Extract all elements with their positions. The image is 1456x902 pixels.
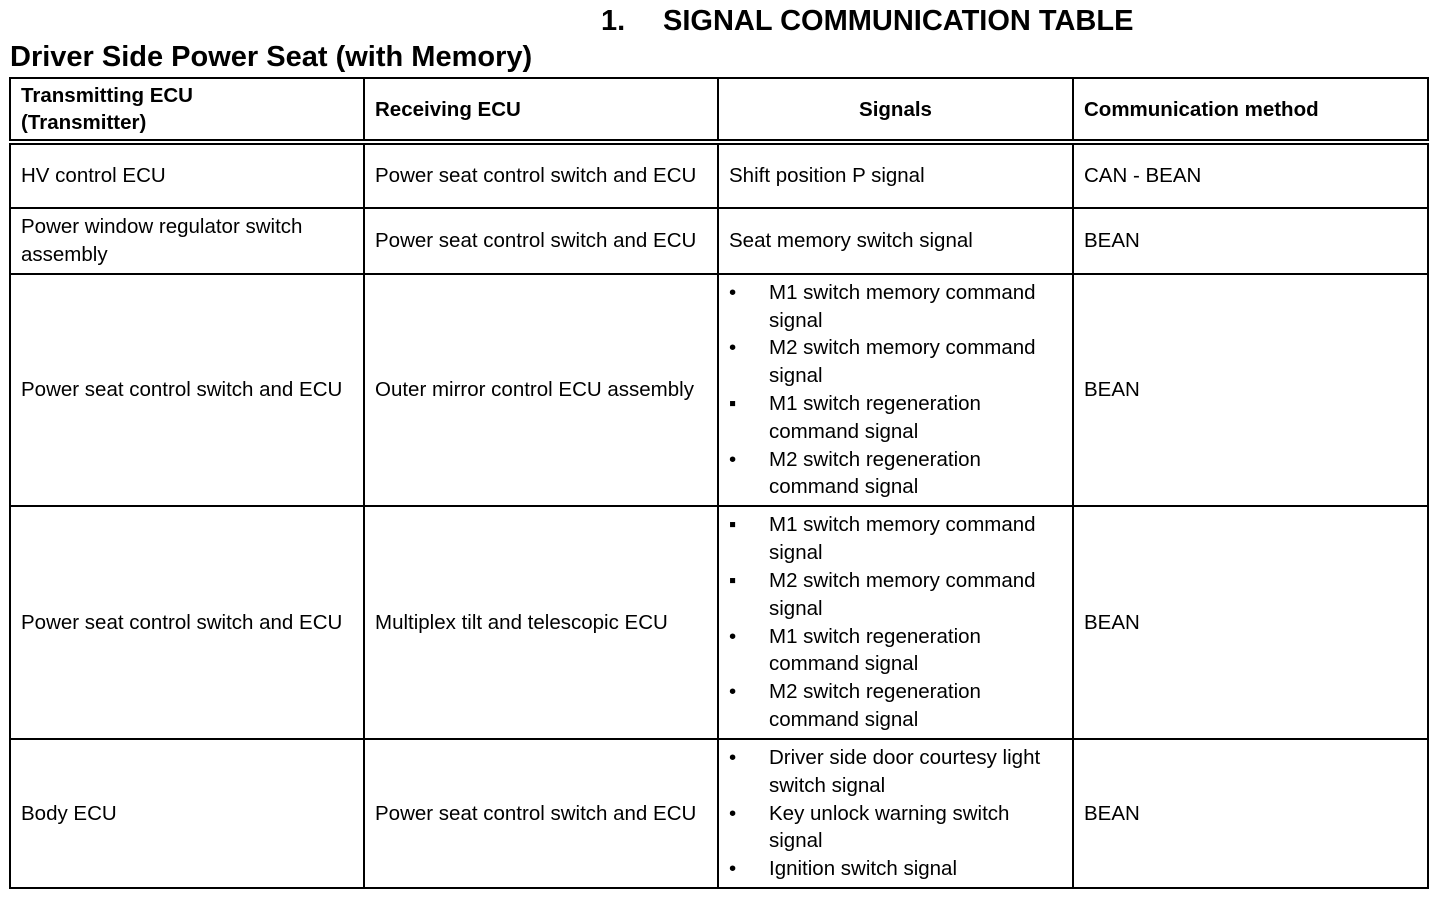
cell-communication-method: BEAN bbox=[1073, 208, 1428, 274]
table-header-row bbox=[10, 78, 1428, 142]
cell-signal-list bbox=[718, 739, 1073, 888]
table-row bbox=[10, 506, 1428, 739]
signal-text: M2 switch regeneration command signal bbox=[769, 680, 981, 731]
cell-signal-list bbox=[718, 274, 1073, 506]
table-row bbox=[10, 208, 1428, 274]
bullet-icon: • bbox=[729, 857, 737, 881]
list-item bbox=[729, 623, 1062, 679]
cell-transmitting-ecu: Power window regulator switch assembly bbox=[10, 208, 364, 274]
list-item bbox=[729, 567, 1062, 623]
cell-receiving-ecu: Power seat control switch and ECU bbox=[364, 142, 718, 208]
signal-text: M1 switch regeneration command signal bbox=[769, 624, 981, 676]
header-transmitting-line1: Transmitting ECU bbox=[21, 84, 193, 107]
table-caption: Driver Side Power Seat (with Memory) bbox=[10, 41, 533, 73]
list-item bbox=[729, 511, 1062, 567]
bullet-icon: • bbox=[729, 447, 737, 471]
signal-list bbox=[729, 511, 1062, 733]
header-receiving-ecu: Receiving ECU bbox=[364, 78, 718, 142]
cell-communication-method: CAN - BEAN bbox=[1073, 142, 1428, 208]
bullet-icon: • bbox=[729, 280, 737, 304]
list-item bbox=[729, 446, 1062, 502]
list-item bbox=[729, 744, 1062, 800]
table-row bbox=[10, 274, 1428, 506]
table-row bbox=[10, 739, 1428, 888]
list-item bbox=[729, 800, 1062, 856]
cell-transmitting-ecu: HV control ECU bbox=[10, 142, 364, 208]
list-item bbox=[729, 678, 1062, 734]
bullet-icon: • bbox=[729, 746, 737, 769]
bullet-icon: ▪ bbox=[729, 513, 737, 537]
signal-text: M2 switch regeneration command signal bbox=[769, 447, 981, 499]
section-number: 1. bbox=[601, 5, 626, 37]
cell-receiving-ecu: Outer mirror control ECU assembly bbox=[364, 274, 718, 506]
bullet-icon: ▪ bbox=[729, 568, 737, 592]
header-communication-method: Communication method bbox=[1073, 78, 1428, 142]
signal-text: M1 switch memory command signal bbox=[769, 513, 1036, 565]
signal-list bbox=[729, 279, 1062, 501]
signal-text: Key unlock warning switch signal bbox=[769, 801, 1010, 853]
signal-text: Ignition switch signal bbox=[769, 857, 958, 881]
header-signals: Signals bbox=[718, 78, 1073, 142]
cell-receiving-ecu: Multiplex tilt and telescopic ECU bbox=[364, 506, 718, 739]
list-item bbox=[729, 334, 1062, 390]
header-transmitting-line2: (Transmitter) bbox=[21, 111, 147, 134]
signal-text: M1 switch memory command signal bbox=[769, 280, 1036, 332]
cell-communication-method: BEAN bbox=[1073, 274, 1428, 506]
signal-text: Driver side door courtesy light switch signal bbox=[769, 746, 1041, 797]
cell-communication-method: BEAN bbox=[1073, 506, 1428, 739]
cell-communication-method: BEAN bbox=[1073, 739, 1428, 888]
signal-text: M2 switch memory command signal bbox=[769, 336, 1036, 388]
bullet-icon: • bbox=[729, 336, 737, 360]
list-item bbox=[729, 390, 1062, 446]
page-title bbox=[601, 4, 1133, 38]
cell-signal: Seat memory switch signal bbox=[718, 208, 1073, 274]
signal-list bbox=[729, 744, 1062, 883]
signal-text: M1 switch regeneration command signal bbox=[769, 392, 981, 443]
header-transmitting-ecu bbox=[10, 78, 364, 142]
signal-communication-table bbox=[9, 77, 1429, 889]
cell-transmitting-ecu: Power seat control switch and ECU bbox=[10, 274, 364, 506]
cell-receiving-ecu: Power seat control switch and ECU bbox=[364, 208, 718, 274]
cell-signal: Shift position P signal bbox=[718, 142, 1073, 208]
bullet-icon: • bbox=[729, 624, 737, 648]
bullet-icon: ▪ bbox=[729, 392, 737, 415]
section-title: SIGNAL COMMUNICATION TABLE bbox=[663, 5, 1134, 37]
list-item bbox=[729, 855, 1062, 883]
table-row bbox=[10, 142, 1428, 208]
cell-transmitting-ecu: Power seat control switch and ECU bbox=[10, 506, 364, 739]
cell-signal-list bbox=[718, 506, 1073, 739]
bullet-icon: • bbox=[729, 801, 737, 825]
bullet-icon: • bbox=[729, 680, 737, 704]
cell-transmitting-ecu: Body ECU bbox=[10, 739, 364, 888]
list-item bbox=[729, 279, 1062, 335]
cell-receiving-ecu: Power seat control switch and ECU bbox=[364, 739, 718, 888]
signal-text: M2 switch memory command signal bbox=[769, 568, 1036, 620]
